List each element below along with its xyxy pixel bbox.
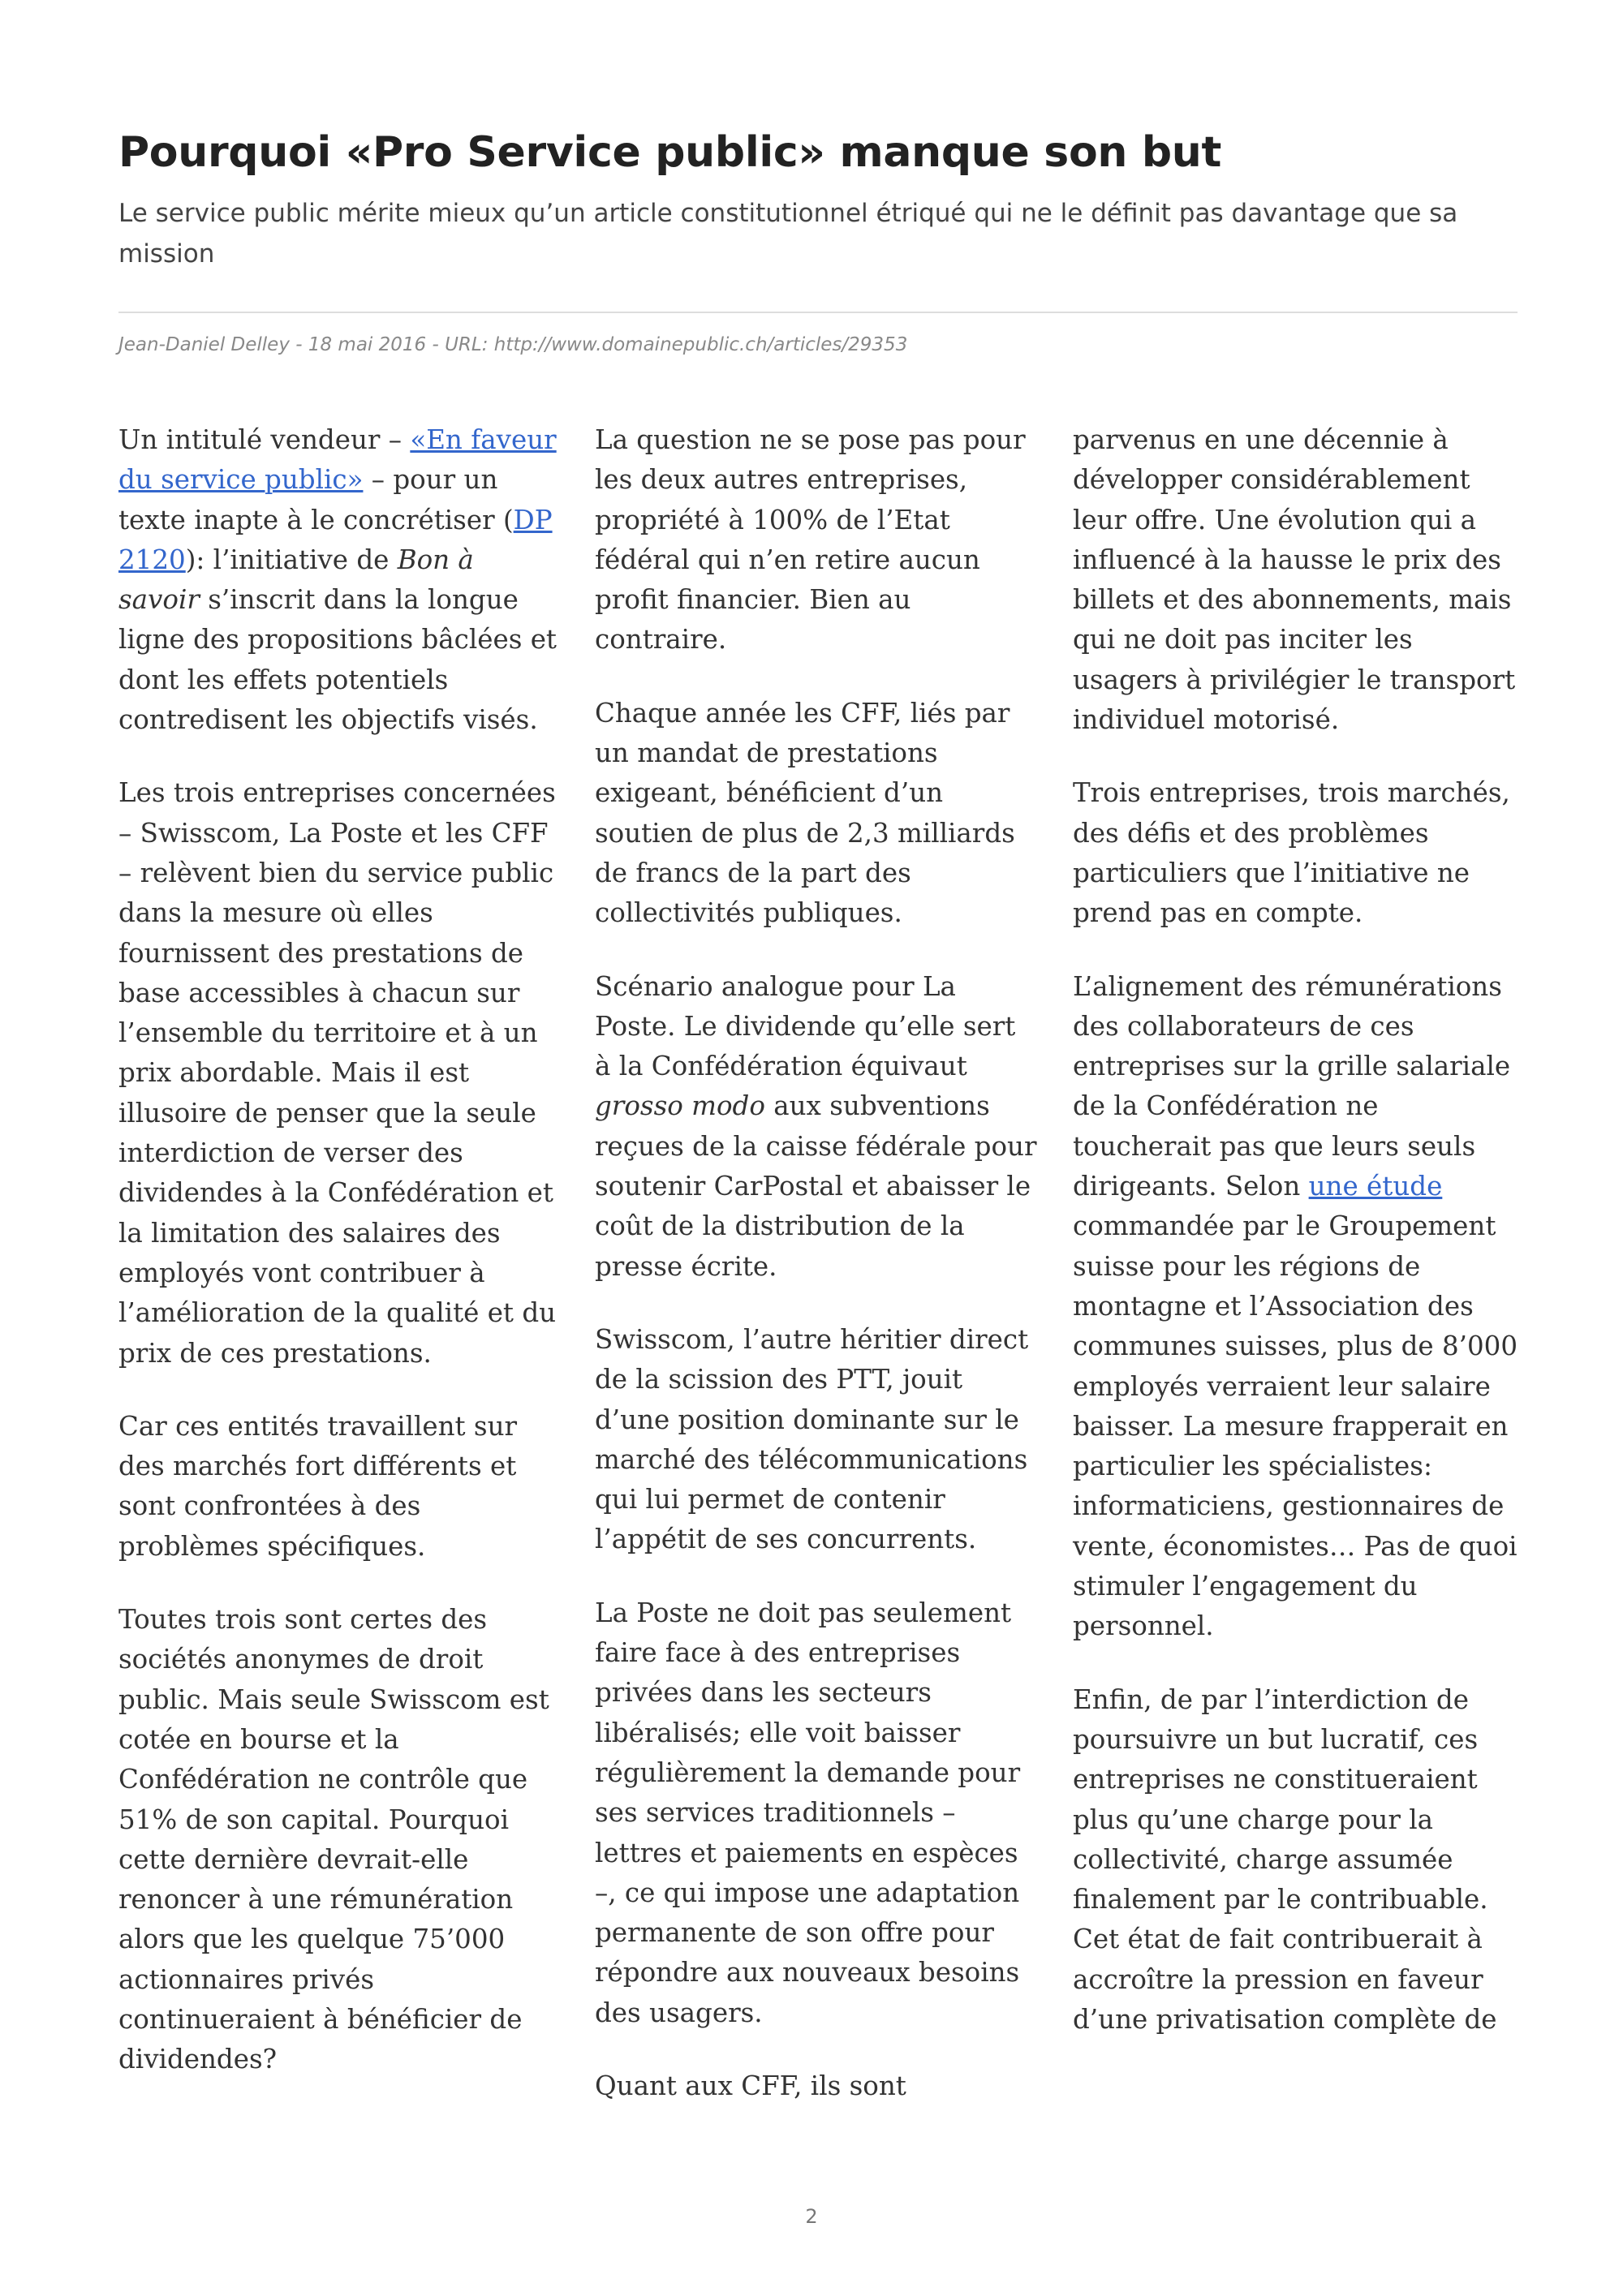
paragraph: Chaque année les CFF, liés par un mandat de prestations exigeant, bénéficient d’un soutien de plus de 2,3 milliards de francs de la part des collectivités publiques. (595, 697, 1015, 929)
paragraph: parvenus en une décennie à développer considérablement leur offre. Une évolution qui a influencé à la hausse le prix des billets et des abonnements, mais qui ne doit pas inciter les usagers à privilégier le transport individuel motorisé. (1073, 424, 1516, 736)
text-column-1 (118, 420, 563, 2113)
paragraph: Car ces entités travaillent sur des marchés fort différents et sont confrontées à des problèmes spécifiques. (118, 1410, 518, 1562)
text-column-2 (595, 420, 1040, 2139)
paragraph: Un intitulé vendeur – «En faveur du service public» – pour un texte inapte à le concrétiser (DP 2120): l’initiative de Bon à savoir s’inscrit dans la longue ligne des propositions bâclées et dont les effets potentiels contredisent les objectifs visés. (118, 424, 557, 736)
paragraph: Swisscom, l’autre héritier direct de la scission des PTT, jouit d’une position dominante sur le marché des télécommunications qui lui permet de contenir l’appétit de ses concurrents. (595, 1323, 1029, 1555)
study-link[interactable]: une étude (1308, 1171, 1443, 1202)
paragraph: Trois entreprises, trois marchés, des défis et des problèmes particuliers que l’initiative ne prend pas en compte. (1073, 777, 1510, 929)
header-divider (118, 312, 1518, 313)
paragraph: La Poste ne doit pas seulement faire face à des entreprises privées dans les secteurs libéralisés; elle voit baisser régulièrement la demande pour ses services traditionnels – lettres et paiements en espèces –, ce qui impose une adaptation permanente de son offre pour répondre aux nouveaux besoins des usagers. (595, 1597, 1021, 2028)
article-subtitle: Le service public mérite mieux qu’un article constitutionnel étriqué qui ne le définit pas davantage que sa mission (118, 199, 1458, 269)
page-number: 2 (805, 2205, 818, 2228)
paragraph: L’alignement des rémunérations des collaborateurs de ces entreprises sur la grille salariale de la Confédération ne toucherait pas que leurs seuls dirigeants. Selon une étude commandée par le Groupement suisse pour les régions de montagne et l’Association des communes suisses, plus de 8’000 employés verraient leur salaire baisser. La mesure frapperait en particulier les spécialistes: informaticiens, gestionnaires de vente, économistes… Pas de quoi stimuler l’engagement du personnel. (1073, 970, 1518, 1642)
paragraph: Enfin, de par l’interdiction de poursuivre un but lucratif, ces entreprises ne constitueraient plus qu’une charge pour la collectivité, charge assumée finalement par le contribuable. Cet état de fait contribuerait à accroître la pression en faveur d’une privatisation complète de (1073, 1683, 1497, 2035)
article-meta: Jean-Daniel Delley - 18 mai 2016 - URL: http://www.domainepublic.ch/articles/29353 (118, 334, 908, 355)
dp-2120-link[interactable]: DP 2120 (118, 504, 553, 575)
initiative-link[interactable]: «En faveur du service public» (118, 424, 557, 496)
article-title: Pourquoi «Pro Service public» manque son but (118, 128, 1222, 177)
paragraph: Quant aux CFF, ils sont (595, 2070, 906, 2101)
emphasis-grosso-modo: grosso modo (595, 1090, 765, 1122)
paragraph: Les trois entreprises concernées – Swisscom, La Poste et les CFF – relèvent bien du service public dans la mesure où elles fournissent des prestations de base accessibles à chacun sur l’ensemble du territoire et à un prix abordable. Mais il est illusoire de penser que la seule interdiction de verser des dividendes à la Confédération et la limitation des salaires des employés vont contribuer à l’amélioration de la qualité et du prix de ces prestations. (118, 777, 557, 1369)
text-column-3 (1073, 420, 1521, 2073)
emphasis-bon-a-savoir: Bon à savoir (118, 544, 474, 616)
paragraph: Scénario analogue pour La Poste. Le dividende qu’elle sert à la Confédération équivaut grosso modo aux subventions reçues de la caisse fédérale pour soutenir CarPostal et abaisser le coût de la distribution de la presse écrite. (595, 970, 1037, 1282)
paragraph: Toutes trois sont certes des sociétés anonymes de droit public. Mais seule Swisscom est cotée en bourse et la Confédération ne contrôle que 51% de son capital. Pourquoi cette dernière devrait-elle renoncer à une rémunération alors que les quelque 75’000 actionnaires privés continueraient à bénéficier de dividendes? (118, 1604, 549, 2075)
paragraph: La question ne se pose pas pour les deux autres entreprises, propriété à 100% de l’Etat fédéral qui n’en retire aucun profit financier. Bien au contraire. (595, 424, 1026, 656)
